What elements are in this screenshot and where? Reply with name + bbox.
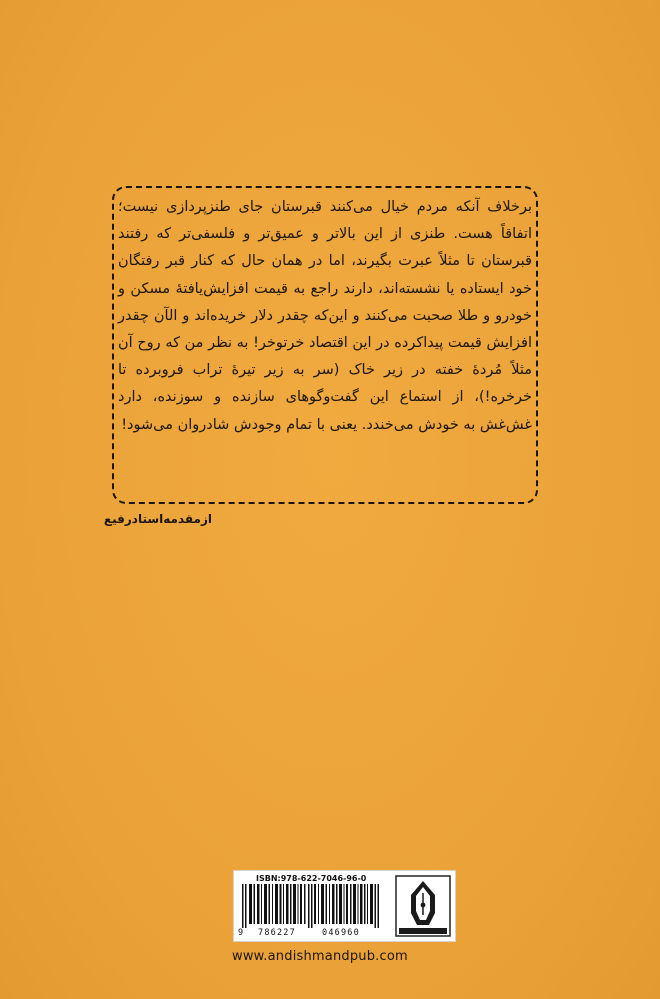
- barcode-digit-first: 9: [238, 928, 244, 938]
- barcode-digits-left: 786227: [258, 928, 296, 938]
- publisher-website: www.andishmandpub.com: [232, 949, 408, 964]
- isbn-label: ISBN:978-622-7046-96-0: [256, 874, 367, 883]
- barcode-panel: [233, 870, 456, 942]
- attribution: ازمقدمه‌استادرفیع: [103, 512, 212, 526]
- barcode-digits-right: 046960: [322, 928, 360, 938]
- publisher-logo-icon: [395, 875, 451, 937]
- barcode-icon: [242, 884, 390, 928]
- quote-text: برخلاف آنکه مردم خیال می‌کنند قبرستان جای طنزپردازی نیست؛ اتفاقاً هست. طنزی از این بالاتر و عمیق‌تر و فلسفی‌تر که رفتند قبرستان تا مثلاً عبرت بگیرند، اما در همان حال که کنار قبر رفتگان خود ایستاده یا نشسته‌اند، دارند راجع به قیمت افزایش‌یافتهٔ مسکن و خودرو و طلا صحبت می‌کنند و این‌که چقدر دلار خریده‌اند و الآن چقدر افزایش قیمت پیداکرده در این اقتصاد خرتوخر! به نظر من که روح آن مثلاً مُردهٔ خفته در زیر خاک (سر به زیر تیرهٔ تراب فروبرده تا خرخره!)، از استماع این گفت‌وگوهای سازنده و سوزنده، دارد غش‌غش به خودش می‌خندد. یعنی با تمام وجودش شادروان می‌شود!: [118, 199, 532, 433]
